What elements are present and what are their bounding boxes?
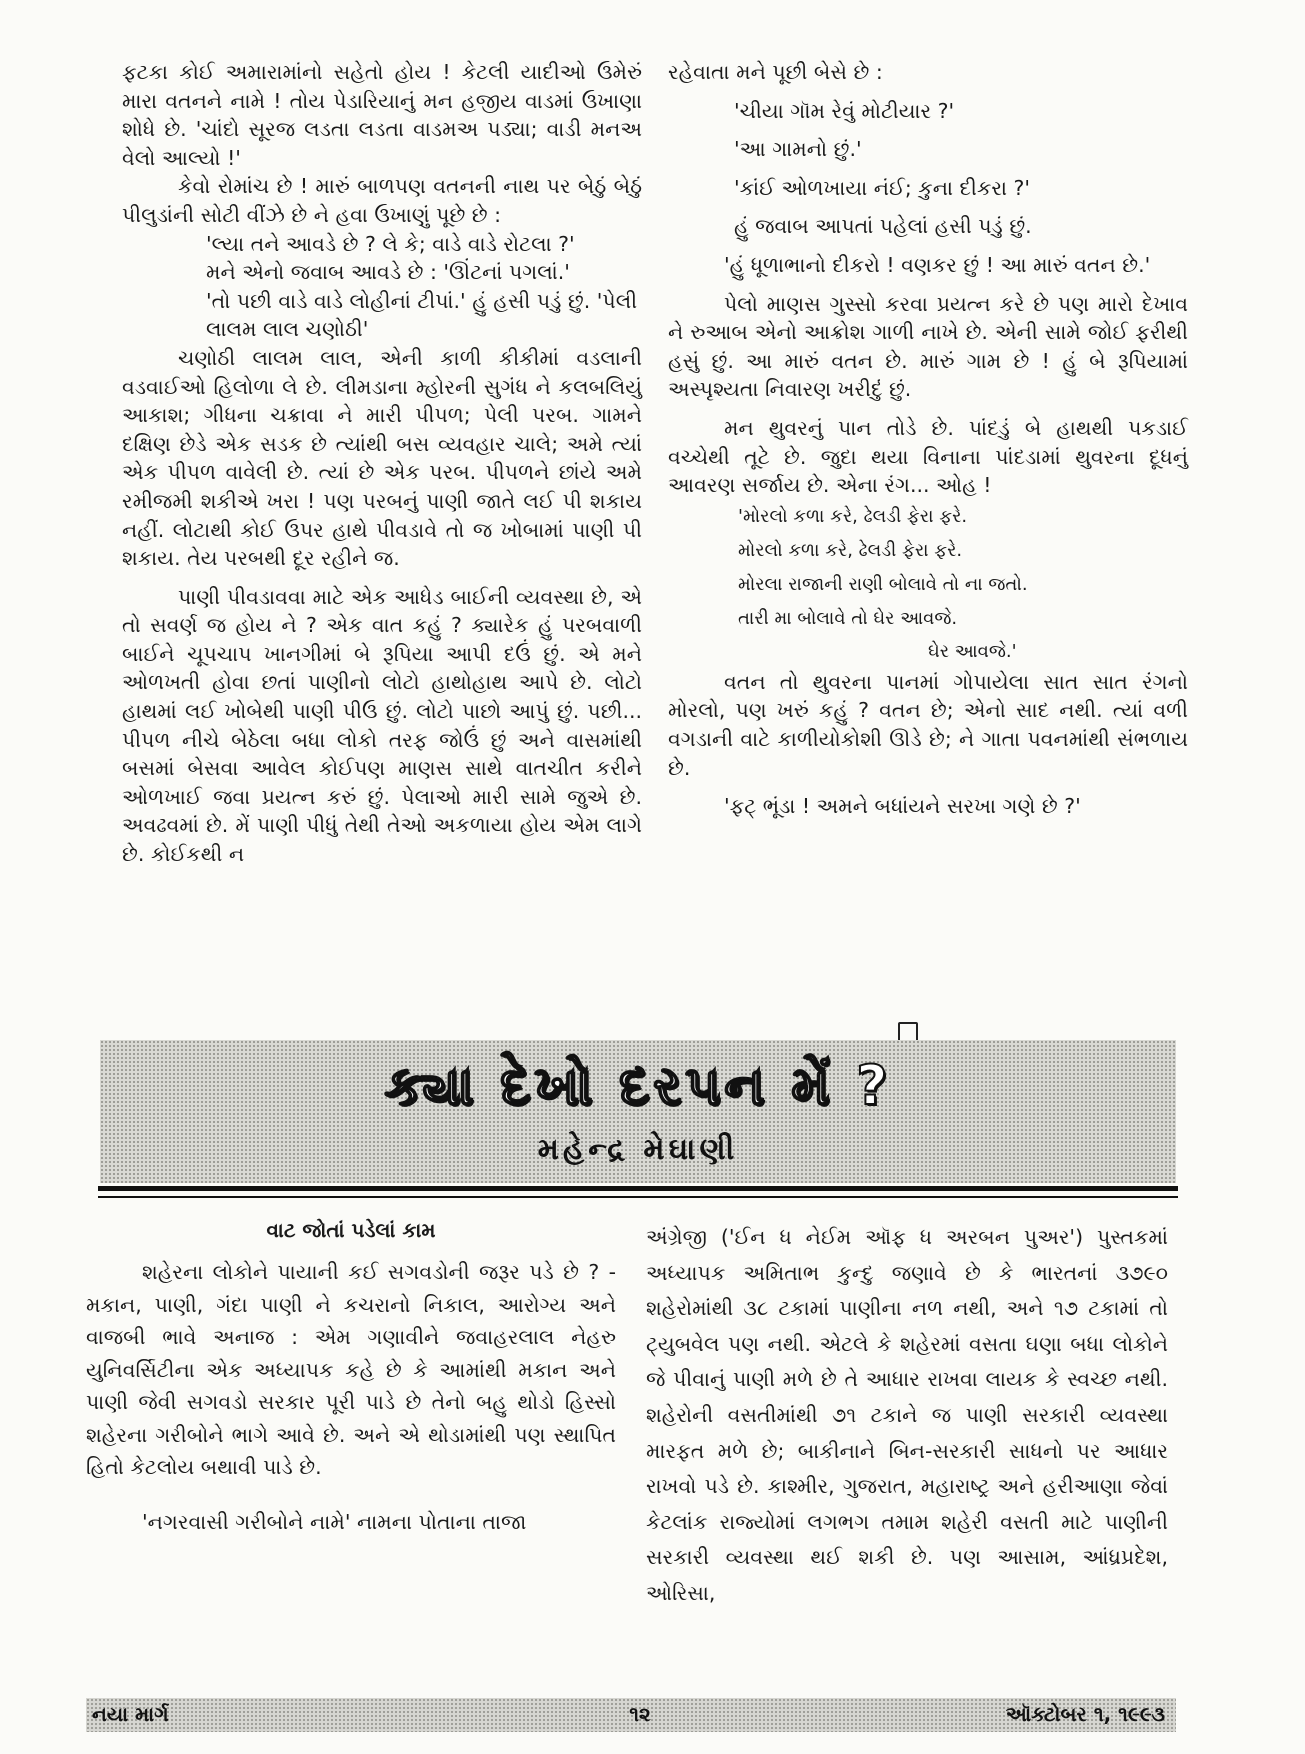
article-column-top-right	[668, 58, 1188, 821]
paragraph: પાણી પીવડાવવા માટે એક આધેડ બાઈની વ્યવસ્થા છે, એ તો સવર્ણ જ હોય ને ? એક વાત કહું ? ક્યારેક હું પરબવાળી બાઈને ચૂપચાપ ખાનગીમાં બે રૂપિયા આપી દઉં છું. એ મને ઓળખતી હોવા છતાં પાણીનો લોટો હાથોહાથ આપે છે. લોટો હાથમાં લઈ ખોબેથી પાણી પીઉ છું. લોટો પાછો આપું છું. પછી... પીપળ નીચે બેઠેલા બધા લોકો તરફ જોઉં છું અને વાસમાંથી બસમાં બેસવા આવેલ કોઈપણ માણસ સાથે વાતચીત કરીને ઓળખાઈ જવા પ્રયત્ન કરું છું. પેલાઓ મારી સામે જુએ છે. અવઢવમાં છે. મેં પાણી પીધું તેથી તેઓ અકળાયા હોય એમ લાગે છે. કોઈકથી ન	[122, 584, 642, 867]
dialogue-line: મને એનો જવાબ આવડે છે : 'ઊંટનાં પગલાં.'	[206, 260, 570, 285]
poem-line: 'મોરલો કળા કરે, ઢેલડી ફેરા ફરે.	[738, 505, 968, 527]
paragraph: 'નગરવાસી ગરીબોને નામે' નામના પોતાના તાજા	[142, 1509, 527, 1534]
divider	[98, 1186, 1178, 1191]
article-column-bottom-left	[86, 1256, 616, 1538]
paragraph: પેલો માણસ ગુસ્સો કરવા પ્રયત્ન કરે છે પણ મારો દેખાવ ને રુઆબ એનો આક્રોશ ગાળી નાખે છે. એની સામે જોઈ ફરીથી હસું છું. આ મારું વતન છે. મારું ગામ છે ! હું બે રૂપિયામાં અસ્પૃશ્યતા નિવારણ ખરીદું છું.	[668, 291, 1188, 402]
dialogue-line: 'કાંઈ ઓળખાયા નંઈ; કુના દીકરા ?'	[734, 175, 1030, 200]
dialogue-line: 'આ ગામનો છું.'	[734, 137, 862, 162]
paragraph: ચણોઠી લાલમ લાલ, એની કાળી કીકીમાં વડલાની વડવાઈઓ હિલોળા લે છે. લીમડાના મ્હોરની સુગંધ ને કલબલિયું આકાશ; ગીધના ચક્રાવા ને મારી પીપળ; પેલી પરબ. ગામને દક્ષિણ છેડે એક સડક છે ત્યાંથી બસ વ્યવહાર ચાલે; અમે ત્યાં એક પીપળ વાવેલી છે. ત્યાં છે એક પરબ. પીપળને છાંયે અમે રમીજમી શકીએ ખરા ! પણ પરબનું પાણી જાતે લઈ પી શકાય નહીં. લોટાથી કોઈ ઉપર હાથે પીવડાવે તો જ ખોબામાં પાણી પી શકાય. તેય પરબથી દૂર રહીને જ.	[122, 345, 642, 571]
section-heading: વાટ જોતાં પડેલાં કામ	[266, 1218, 436, 1242]
dialogue-line: 'લ્યા તને આવડે છે ? લે કે; વાડે વાડે રોટલા ?'	[206, 231, 575, 256]
poem-line: ઘેર આવજે.'	[928, 640, 1017, 662]
dialogue-line: 'હું ધૂળાભાનો દીકરો ! વણકર છું ! આ મારું વતન છે.'	[724, 252, 1151, 277]
article-author: મહેન્દ્ર મેઘાણી	[537, 1132, 739, 1167]
article-column-bottom-right	[646, 1220, 1168, 1612]
dialogue-line: 'તો પછી વાડે વાડે લોહીનાં ટીપાં.' હું હસી પડું છું. 'પેલી લાલમ લાલ ચણોઠી'	[206, 288, 638, 342]
poem-line: તારી મા બોલાવે તો ઘેર આવજે.	[738, 607, 958, 629]
dialogue-line: 'ચીયા ગૉમ રેવું મોટીયાર ?'	[734, 98, 955, 123]
paragraph: શહેરના લોકોને પાયાની કઈ સગવડોની જરૂર પડે છે ? - મકાન, પાણી, ગંદા પાણી ને કચરાનો નિકાલ, આરોગ્ય અને વાજબી ભાવે અનાજ : એમ ગણાવીને જવાહરલાલ નેહરુ યુનિવર્સિટીના એક અધ્યાપક કહે છે કે આમાંથી મકાન અને પાણી જેવી સગવડો સરકાર પૂરી પાડે છે તેનો બહુ થોડો હિસ્સો શહેરના ગરીબોને ભાગે આવે છે. અને એ થોડામાંથી પણ સ્થાપિત હિતો કેટલોય બથાવી પાડે છે.	[86, 1260, 616, 1479]
paragraph: વતન તો થુવરના પાનમાં ગોપાયેલા સાત સાત રંગનો મોરલો, પણ ખરું કહું ? વતન છે; એનો સાદ નથી. ત્યાં વળી વગડાની વાટે કાળીયોકોશી ઊડે છે; ને ગાતા પવનમાંથી સંભળાય છે.	[668, 669, 1188, 780]
footer-date: ઑક્ટોબર ૧, ૧૯૯૩	[1005, 1702, 1165, 1726]
paragraph: મન થુવરનું પાન તોડે છે. પાંદડું બે હાથથી પકડાઈ વચ્ચેથી તૂટે છે. જુદા થયા વિનાના પાંદડામાં થુવરના દૂધનું આવરણ સર્જાય છે. એના રંગ... ઓહ !	[668, 415, 1188, 498]
dialogue-line: હું જવાબ આપતાં પહેલાં હસી પડું છું.	[734, 214, 1032, 239]
paragraph: અંગ્રેજી ('ઈન ધ નેઈમ ઑફ ધ અરબન પુઅર') પુસ્તકમાં અધ્યાપક અમિતાભ કુન્દુ જણાવે છે કે ભારતનાં ૩૭૯૦ શહેરોમાંથી ૩૮ ટકામાં પાણીના નળ નથી, અને ૧૭ ટકામાં તો ટ્યુબવેલ પણ નથી. એટલે કે શહેરમાં વસતા ઘણા બધા લોકોને જે પીવાનું પાણી મળે છે તે આધાર રાખવા લાયક કે સ્વચ્છ નથી. શહેરોની વસતીમાંથી ૭૧ ટકાને જ પાણી સરકારી વ્યવસ્થા મારફત મળે છે; બાકીનાને બિન-સરકારી સાધનો પર આધાર રાખવો પડે છે. કાશ્મીર, ગુજરાત, મહારાષ્ટ્ર અને હરીઆણા જેવાં કેટલાંક રાજ્યોમાં લગભગ તમામ શહેરી વસતી માટે પાણીની સરકારી વ્યવસ્થા થઈ શકી છે. પણ આસામ, આંધ્રપ્રદેશ, ઓરિસા,	[646, 1225, 1168, 1605]
footer-magazine-name: નયા માર્ગ	[92, 1702, 169, 1726]
poem-line: મોરલા રાજાની રાણી બોલાવે તો ના જતો.	[738, 573, 1028, 595]
paragraph: 'ફટ્ ભૂંડા ! અમને બધાંયને સરખા ગણે છે ?'	[724, 794, 1081, 819]
article-column-top-left	[122, 58, 642, 869]
article-title-banner	[100, 1040, 1176, 1183]
paragraph: ફટકા કોઈ અમારામાંનો સહેતો હોય ! કેટલી યાદીઓ ઉમેરું મારા વતનને નામે ! તોય પેડારિયાનું મન હજીય વાડમાં ઉખાણા શોધે છે. 'ચાંદો સૂરજ લડતા લડતા વાડમઅ પડ્યા; વાડી મનઅ વેલો આલ્યો !'	[122, 60, 642, 170]
article-title: ક્યા દેખો દરપન મેં ?	[384, 1054, 892, 1117]
divider	[98, 1196, 1178, 1198]
article-end-square-icon	[898, 1022, 918, 1042]
poem-line: મોરલો કળા કરે, ઢેલડી ફેરા ફરે.	[738, 539, 963, 561]
paragraph: કેવો રોમાંચ છે ! મારું બાળપણ વતનની નાથ પર બેઠું બેઠું પીલુડાંની સોટી વીંઝે છે ને હવા ઉખાણું પૂછે છે :	[122, 174, 642, 227]
paragraph: રહેવાતા મને પૂછી બેસે છે :	[668, 60, 883, 84]
footer-page-number: ૧૨	[629, 1702, 651, 1726]
